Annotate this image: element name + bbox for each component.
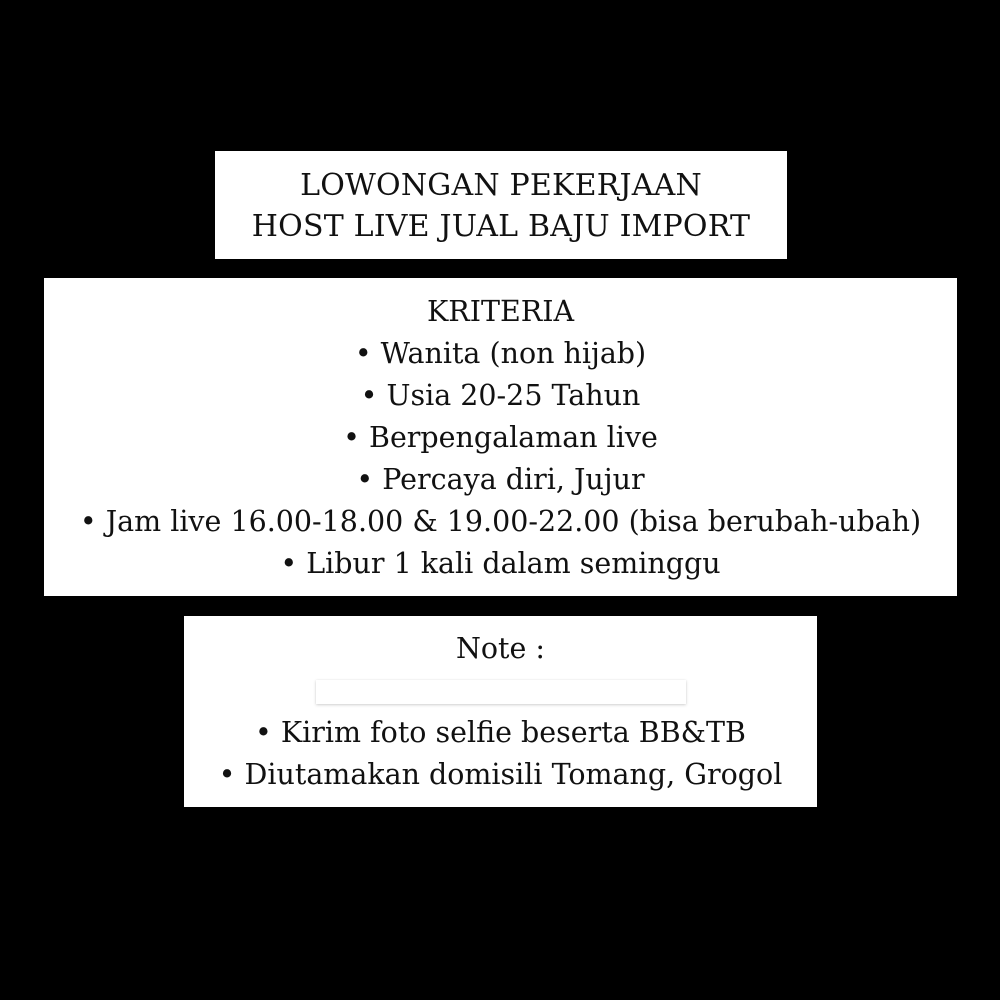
criteria-item-age: • Usia 20-25 Tahun xyxy=(360,379,641,412)
criteria-card xyxy=(44,278,957,596)
criteria-item-gender: • Wanita (non hijab) xyxy=(354,337,647,370)
title-card xyxy=(215,151,787,259)
note-heading: Note : xyxy=(455,632,546,665)
note-item-selfie: • Kirim foto selfie beserta BB&TB xyxy=(255,716,746,749)
criteria-item-day-off: • Libur 1 kali dalam seminggu xyxy=(280,547,721,580)
criteria-item-experience: • Berpengalaman live xyxy=(343,421,658,454)
criteria-item-hours: • Jam live 16.00-18.00 & 19.00-22.00 (bisa berubah-ubah) xyxy=(79,505,922,538)
title-line-1: LOWONGAN PEKERJAAN xyxy=(300,168,702,203)
criteria-heading: KRITERIA xyxy=(426,295,575,328)
redaction-bar xyxy=(316,680,686,704)
note-card xyxy=(184,616,817,807)
note-item-domicile: • Diutamakan domisili Tomang, Grogol xyxy=(218,758,783,791)
criteria-item-personality: • Percaya diri, Jujur xyxy=(356,463,645,496)
title-line-2: HOST LIVE JUAL BAJU IMPORT xyxy=(251,209,751,244)
